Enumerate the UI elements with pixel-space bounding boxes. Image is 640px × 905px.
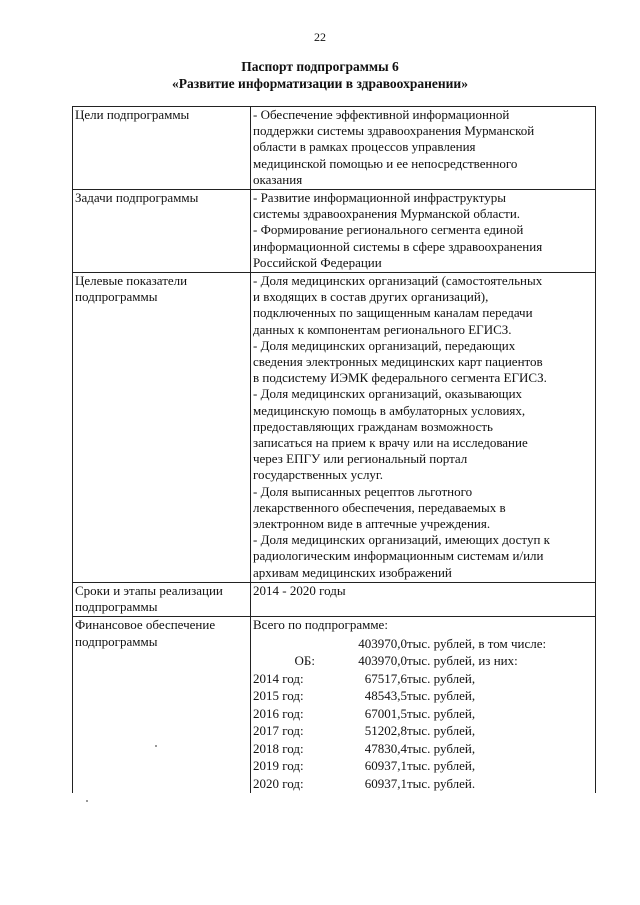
text-line: - Формирование регионального сегмента единой xyxy=(253,222,524,238)
text-line: поддержки системы здравоохранения Мурманской xyxy=(253,123,535,139)
row-indicators xyxy=(73,273,596,583)
financing-line-label: 2018 год: xyxy=(253,740,304,756)
row-value xyxy=(251,273,596,583)
financing-line-label xyxy=(253,635,319,653)
text-line: радиологическим информационным системам и/или xyxy=(253,548,544,564)
text-line: данных к компонентам регионального ЕГИСЗ. xyxy=(253,321,512,337)
text-line: через ЕПГУ или региональный портал xyxy=(253,451,468,467)
label-line: Финансовое обеспечение xyxy=(75,617,216,633)
financing-line xyxy=(253,635,546,653)
title-line-2: «Развитие информатизации в здравоохранении» xyxy=(172,76,468,91)
scan-speck xyxy=(86,800,88,802)
text-line: архивам медицинских изображений xyxy=(253,564,452,580)
financing-line-label: 2015 год: xyxy=(253,688,304,703)
financing-line-amount: 60937,1 xyxy=(364,758,407,773)
text-line: электронном виде в аптечные учреждения. xyxy=(253,516,491,532)
financing-line-amount: 51202,8 xyxy=(364,723,407,738)
text-line: - Доля медицинских организаций, передающих xyxy=(253,337,516,353)
text-line: - Доля выписанных рецептов льготного xyxy=(253,483,473,499)
text-line: в подсистему ИЭМК федерального сегмента ЕГИСЗ. xyxy=(253,370,547,386)
page-number: 22 xyxy=(314,30,326,44)
text-line: медицинской помощью и ее непосредственного xyxy=(253,155,518,171)
financing-line xyxy=(253,740,546,758)
label-line: подпрограммы xyxy=(75,289,158,305)
row-terms xyxy=(73,582,596,616)
financing-line-unit: тыс. рублей, в том числе: xyxy=(407,635,547,651)
financing-line-unit: тыс. рублей, xyxy=(407,758,476,773)
row-tasks xyxy=(73,190,596,273)
financing-line xyxy=(253,652,546,670)
financing-line-label: 2016 год: xyxy=(253,705,304,721)
text-line: - Доля медицинских организаций (самостоятельных xyxy=(253,273,543,289)
text-line: сведения электронных медицинских карт пациентов xyxy=(253,354,543,370)
text-line: - Обеспечение эффективной информационной xyxy=(253,107,510,122)
financing-table xyxy=(253,635,546,793)
row-value xyxy=(251,617,596,793)
financing-line xyxy=(253,687,546,705)
row-value: 2014 - 2020 годы xyxy=(251,582,596,616)
label-line: подпрограммы xyxy=(75,633,158,649)
financing-line-unit: тыс. рублей, xyxy=(407,688,476,703)
text-line: оказания xyxy=(253,171,303,187)
text-line: и входящих в состав других организаций), xyxy=(253,289,489,305)
text-line: Российской Федерации xyxy=(253,254,382,270)
row-value xyxy=(251,190,596,273)
financing-line-label: 2020 год: xyxy=(253,775,304,791)
label-line: Целевые показатели xyxy=(75,273,188,289)
text-line: информационной системы в сфере здравоохранения xyxy=(253,238,543,254)
financing-line-amount: 47830,4 xyxy=(364,740,407,756)
document-title xyxy=(0,58,640,92)
text-line: - Доля медицинских организаций, оказывающих xyxy=(253,386,523,402)
text-line: системы здравоохранения Мурманской области. xyxy=(253,206,521,222)
row-label xyxy=(73,617,251,793)
row-financing xyxy=(73,617,596,793)
row-label xyxy=(73,273,251,583)
label-line: подпрограммы xyxy=(75,599,158,615)
row-value xyxy=(251,107,596,190)
row-label xyxy=(73,582,251,616)
financing-line-label: 2014 год: xyxy=(253,670,304,686)
financing-line-unit: тыс. рублей, xyxy=(407,740,476,756)
financing-line-label: 2019 год: xyxy=(253,758,304,773)
financing-line xyxy=(253,705,546,723)
financing-line xyxy=(253,670,546,688)
financing-total-label: Всего по подпрограмме: xyxy=(253,617,388,633)
financing-line-amount: 403970,0 xyxy=(358,635,407,651)
financing-line xyxy=(253,722,546,740)
financing-line-label: ОБ: xyxy=(294,653,315,668)
text-line: записаться на прием к врачу или на исследование xyxy=(253,435,528,451)
text-line: медицинскую помощь в амбулаторных условиях, xyxy=(253,402,526,418)
passport-table xyxy=(72,106,596,793)
financing-line-unit: тыс. рублей, xyxy=(407,705,476,721)
financing-line-amount: 67001,5 xyxy=(364,705,407,721)
title-line-1: Паспорт подпрограммы 6 xyxy=(241,59,399,74)
text-line: - Доля медицинских организаций, имеющих доступ к xyxy=(253,532,550,548)
financing-line-amount: 403970,0 xyxy=(358,653,407,668)
row-label: Задачи подпрограммы xyxy=(73,190,251,273)
row-goals xyxy=(73,107,596,190)
scan-speck xyxy=(155,745,157,747)
text-line: государственных услуг. xyxy=(253,467,384,483)
financing-line-unit: тыс. рублей, xyxy=(407,670,476,686)
text-line: - Развитие информационной инфраструктуры xyxy=(253,190,506,206)
text-line: лекарственного обеспечения, передаваемых в xyxy=(253,499,506,515)
row-label: Цели подпрограммы xyxy=(73,107,251,190)
text-line: области в рамках процессов управления xyxy=(253,139,476,155)
text-line: подключенных по защищенным каналам передачи xyxy=(253,305,533,321)
financing-line-label: 2017 год: xyxy=(253,723,304,738)
financing-line-unit: тыс. рублей, xyxy=(407,723,476,738)
label-line: Сроки и этапы реализации xyxy=(75,582,223,598)
financing-line xyxy=(253,775,546,793)
financing-line-amount: 60937,1 xyxy=(364,775,407,791)
financing-line xyxy=(253,757,546,775)
financing-line-unit: тыс. рублей. xyxy=(407,775,476,791)
financing-line-unit: тыс. рублей, из них: xyxy=(407,653,518,668)
financing-line-amount: 67517,6 xyxy=(364,670,407,686)
text-line: предоставляющих гражданам возможность xyxy=(253,418,493,434)
financing-line-amount: 48543,5 xyxy=(364,688,407,703)
